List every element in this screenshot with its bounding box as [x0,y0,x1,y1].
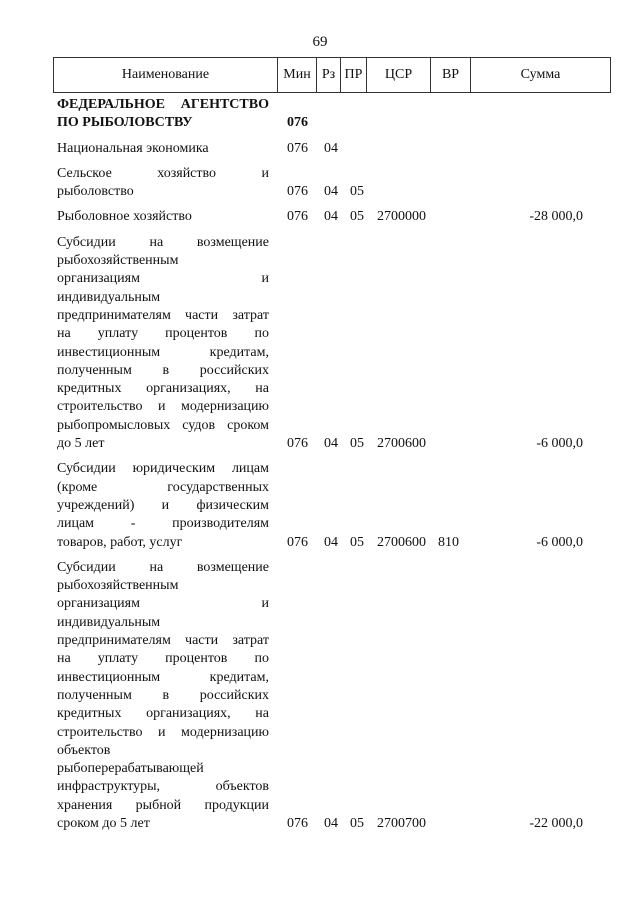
cell-csr: 2700600 [377,534,426,550]
cell-sum: -6 000,0 [536,436,583,452]
row-name-line: на уплату процентов по [57,651,269,667]
row-name-line: организациям и [57,271,269,287]
row-name-line: рыбохозяйственным [57,578,179,594]
cell-min: 076 [287,815,308,831]
table-header [53,57,611,93]
cell-sum: -6 000,0 [536,534,583,550]
cell-pr: 05 [350,534,364,550]
page-number: 69 [312,34,328,50]
header-min: Мин [278,58,317,93]
row-name-line: Субсидии на возмещение [57,234,269,250]
cell-min: 076 [287,140,308,156]
row-name-line: организациям и [57,596,269,612]
row-name [57,559,269,833]
row-name-line: инвестиционным кредитам, [57,669,269,685]
table-row [57,208,610,226]
header-name: Наименование [54,58,278,93]
header-csr: ЦСР [367,58,431,93]
row-name-line: лицам - производителям [57,516,269,532]
table-row [57,559,610,833]
row-name-line: полученным в российских [57,687,269,703]
header-sum: Сумма [471,58,611,93]
row-name [57,165,269,202]
row-name-line: Рыболовное хозяйство [57,209,192,225]
row-name-line: на уплату процентов по [57,326,269,342]
row-name-line: рыбохозяйственным [57,253,179,269]
table-row [57,140,610,158]
row-name [57,234,269,454]
cell-min: 076 [287,209,308,225]
row-name-line: инфраструктуры, объектов [57,779,269,795]
table-body [57,96,610,840]
cell-csr: 2700600 [377,436,426,452]
cell-csr: 2700700 [377,815,426,831]
cell-min: 076 [287,115,308,131]
row-name-line: до 5 лет [57,436,105,452]
row-codes [269,183,610,201]
row-name-line: учреждений) и физическим [57,497,269,513]
row-name-line: индивидуальным [57,614,161,630]
table-row [57,234,610,454]
row-name-line: хранения рыбной продукции [57,797,269,813]
row-codes [269,208,610,226]
row-codes [269,435,610,453]
row-name-line: Субсидии на возмещение [57,559,269,575]
cell-pr: 05 [350,209,364,225]
row-name-line: кредитных организациях, на [57,706,269,722]
row-codes [269,534,610,552]
cell-rz: 04 [324,436,338,452]
row-name [57,208,269,226]
row-name-line: инвестиционным кредитам, [57,344,269,360]
cell-rz: 04 [324,209,338,225]
header-vr: ВР [431,58,471,93]
row-codes [269,815,610,833]
cell-sum: -28 000,0 [529,209,583,225]
row-name-line: полученным в российских [57,362,269,378]
row-name [57,96,269,133]
row-name-line: рыбопромысловых судов сроком [57,417,269,433]
row-name-line: ФЕДЕРАЛЬНОЕ АГЕНТСТВО [57,97,269,112]
row-name-line: Национальная экономика [57,140,209,156]
cell-rz: 04 [324,534,338,550]
cell-rz: 04 [324,140,338,156]
cell-sum: -22 000,0 [529,815,583,831]
row-name-line: (кроме государственных [57,479,269,495]
cell-rz: 04 [324,815,338,831]
row-name-line: рыбоперерабатывающей [57,761,204,777]
cell-min: 076 [287,534,308,550]
row-name-line: строительство и модернизацию [57,724,269,740]
row-codes [269,114,610,132]
cell-pr: 05 [350,184,364,200]
header-rz: Рз [317,58,341,93]
row-name-line: Субсидии юридическим лицам [57,461,269,477]
cell-rz: 04 [324,184,338,200]
row-name-line: предпринимателям части затрат [57,633,269,649]
cell-pr: 05 [350,436,364,452]
row-name-line: предпринимателям части затрат [57,307,269,323]
header-pr: ПР [341,58,367,93]
row-name [57,460,269,551]
row-name-line: объектов [57,742,111,758]
cell-pr: 05 [350,815,364,831]
cell-min: 076 [287,436,308,452]
row-name [57,140,269,158]
row-codes [269,140,610,158]
row-name-line: товаров, работ, услуг [57,534,183,550]
row-name-line: строительство и модернизацию [57,399,269,415]
row-name-line: рыболовство [57,184,134,200]
row-name-line: индивидуальным [57,289,161,305]
row-name-line: Сельское хозяйство и [57,165,269,181]
cell-min: 076 [287,184,308,200]
table-row [57,460,610,551]
table-row [57,165,610,202]
cell-csr: 2700000 [377,209,426,225]
row-name-line: сроком до 5 лет [57,815,150,831]
row-name-line: кредитных организациях, на [57,381,269,397]
cell-vr: 810 [438,534,459,550]
row-name-line: ПО РЫБОЛОВСТВУ [57,115,193,131]
table-row [57,96,610,133]
